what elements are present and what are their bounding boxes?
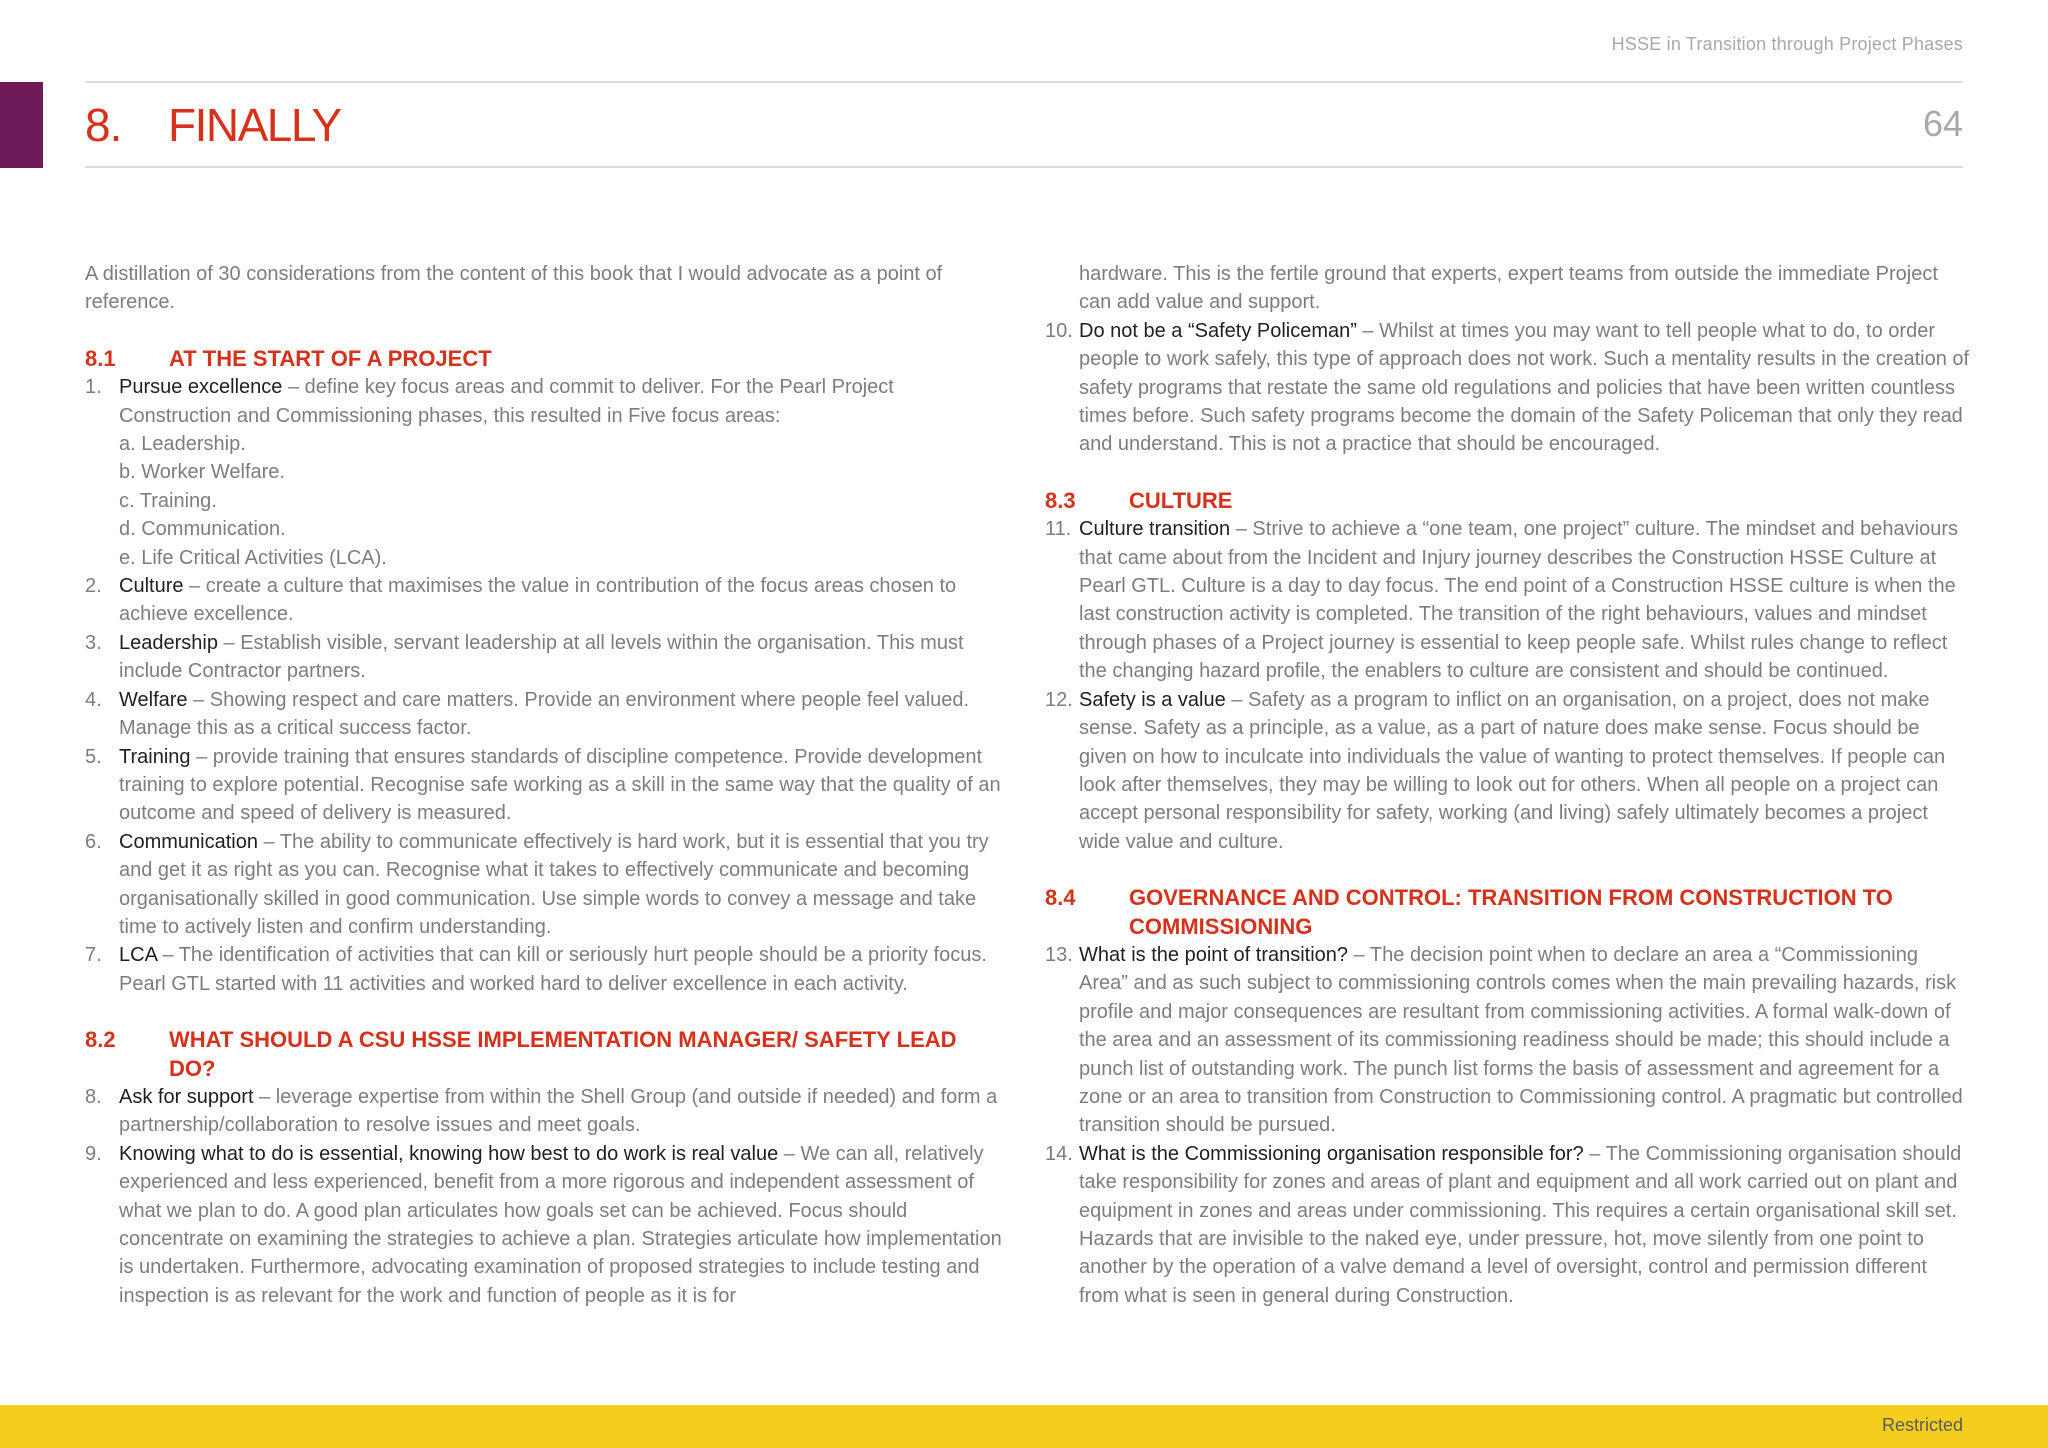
- list-item-8: [85, 1083, 1005, 1140]
- item-number: 2.: [85, 575, 102, 598]
- item-text: – create a culture that maximises the value in contribution of the focus areas chosen to achieve excellence.: [119, 575, 957, 626]
- section-heading-8-4: [1045, 884, 1970, 941]
- header-divider: [85, 81, 1963, 83]
- item-number: 7.: [85, 944, 102, 967]
- section-title: WHAT SHOULD A CSU HSSE IMPLEMENTATION MANAGER/ SAFETY LEAD DO?: [169, 1027, 957, 1081]
- item-text: – The identification of activities that can kill or seriously hurt people should be a priority focus. Pearl GTL started with 11 activities and worked hard to deliver excellence in each activity.: [119, 944, 987, 995]
- page-number: 64: [1922, 103, 1963, 144]
- section-number: 8.1: [85, 345, 116, 371]
- item-keyword: Pursue excellence: [119, 376, 283, 399]
- footer-bar: [0, 1405, 2048, 1448]
- item-text: – Whilst at times you may want to tell people what to do, to order people to work safely, this type of approach does not work. Such a mentality results in the creation of safety programs that restate the same old regulations and policies that have been written countless times before. Such safety programs become the domain of the Safety Policeman that only they read and understand. This is not a practice that should be encouraged.: [1079, 319, 1970, 456]
- list-item-11: [1045, 515, 1970, 685]
- sub-item: c. Training.: [119, 489, 217, 512]
- section-number: 8.3: [1045, 487, 1076, 513]
- list-item-4: [85, 686, 1005, 743]
- section-number: 8.4: [1045, 885, 1076, 911]
- sub-item: a. Leadership.: [119, 433, 246, 456]
- section-title: CULTURE: [1129, 487, 1233, 513]
- document-title: HSSE in Transition through Project Phases: [1611, 34, 1963, 54]
- item-keyword: Culture: [119, 575, 184, 598]
- sub-item: b. Worker Welfare.: [119, 461, 285, 484]
- list-item-10: [1045, 317, 1970, 459]
- item-number: 11.: [1045, 518, 1072, 541]
- list-item-5: [85, 743, 1005, 828]
- item-number: 8.: [85, 1085, 102, 1108]
- item-text: – Strive to achieve a “one team, one project” culture. The mindset and behaviours that came about from the Incident and Injury journey describes the Construction HSSE Culture at Pearl GTL. Culture is a day to day focus. The end point of a Construction HSSE culture is when the last construction activity is completed. The transition of the right behaviours, values and mindset through phases of a Project journey is essential to keep people safe. Whilst rules change to reflect the changing hazard profile, the enablers to culture are consistent and should be continued.: [1079, 518, 1958, 683]
- intro-paragraph: A distillation of 30 considerations from the content of this book that I would advocate as a point of reference.: [85, 263, 943, 314]
- item-text: – The ability to communicate effectively is hard work, but it is essential that you try and get it as right as you can. Recognise what it takes to effectively communicate and becoming organisationally skilled in good communication. Use simple words to convey a message and take time to actively listen and confirm understanding.: [119, 830, 989, 938]
- list-item-13: [1045, 941, 1970, 1140]
- item-keyword: Ask for support: [119, 1085, 254, 1108]
- item-text: – Safety as a program to inflict on an organisation, on a project, does not make sense. Safety as a principle, as a value, as a part of nature does make sense. Focus should be given on how to inculcate into individuals the value of wanting to protect themselves. If people can look after themselves, they may be willing to look out for others. When all people on a project can accept personal responsibility for safety, working (and living) safely ultimately becomes a project wide value and culture.: [1079, 688, 1946, 853]
- item-text: – The Commissioning organisation should take responsibility for zones and areas of plant and equipment and all work carried out on plant and equipment in zones and areas under commissioning. This requires a certain organisational skill set. Hazards that are invisible to the naked eye, under pressure, hot, move silently from one point to another by the operation of a valve demand a level of oversight, control and permission different from what is seen in general during Construction.: [1079, 1142, 1962, 1307]
- item-number: 5.: [85, 745, 102, 768]
- item-number: 3.: [85, 631, 102, 654]
- section-heading-8-3: [1045, 487, 1970, 515]
- section-heading-8-1: [85, 345, 1005, 373]
- item-text: – provide training that ensures standards of discipline competence. Provide development training to explore potential. Recognise safe working as a skill in the same way that the quality of an outcome and speed of delivery is measured.: [119, 745, 1001, 825]
- item-number: 10.: [1045, 319, 1073, 342]
- left-column: [85, 260, 1005, 1310]
- sub-item: d. Communication.: [119, 518, 286, 541]
- item-text: – We can all, relatively experienced and less experienced, benefit from a more rigorous and independent assessment of what we plan to do. A good plan articulates how goals set can be achieved. Focus should concentrate on examining the strategies to achieve a plan. Strategies articulate how implementation is undertaken. Furthermore, advocating examination of proposed strategies to include testing and inspection is as relevant for the work and function of people as it is for: [119, 1142, 1002, 1307]
- right-column: [1045, 260, 1970, 1310]
- item-keyword: LCA: [119, 944, 157, 967]
- item-text: – Establish visible, servant leadership at all levels within the organisation. This must include Contractor partners.: [119, 631, 964, 683]
- section-number: 8.2: [85, 1027, 116, 1053]
- list-item-2: [85, 572, 1005, 629]
- chapter-number: 8.: [85, 99, 122, 151]
- item-number: 9.: [85, 1142, 102, 1165]
- sub-list: [119, 430, 1005, 572]
- item-keyword: Training: [119, 745, 191, 768]
- chapter-title: FINALLY: [168, 99, 341, 151]
- item-keyword: What is the point of transition?: [1079, 943, 1349, 966]
- item-keyword: Communication: [119, 830, 258, 853]
- item-text: – Showing respect and care matters. Provide an environment where people feel valued. Manage this as a critical success factor.: [119, 688, 970, 740]
- item-text: – The decision point when to declare an area a “Commissioning Area” and as such subject to commissioning controls comes when the main prevailing hazards, risk profile and major consequences are resultant from commissioning activities. A formal walk-down of the area and an assessment of its commissioning readiness should be made; this should include a punch list of outstanding work. The punch list forms the basis of assessment and agreement for a zone or an area to transition from Construction to Commissioning control. A pragmatic but controlled transition should be pursued.: [1079, 943, 1963, 1137]
- item-number: 12.: [1045, 688, 1073, 711]
- item-number: 6.: [85, 830, 102, 853]
- item-keyword: Knowing what to do is essential, knowing how best to do work is real value: [119, 1142, 779, 1165]
- item-number: 13.: [1045, 943, 1073, 966]
- item-number: 14.: [1045, 1142, 1073, 1165]
- item-keyword: Leadership: [119, 631, 218, 654]
- list-item-9-continued: hardware. This is the fertile ground that experts, expert teams from outside the immediate Project can add value and support.: [1079, 263, 1938, 314]
- chapter-accent-bar: [0, 82, 43, 168]
- item-text: – define key focus areas and commit to deliver. For the Pearl Project Construction and Commissioning phases, this resulted in Five focus areas:: [119, 376, 894, 427]
- item-keyword: What is the Commissioning organisation responsible for?: [1079, 1142, 1584, 1165]
- list-item-6: [85, 828, 1005, 942]
- item-keyword: Culture transition: [1079, 518, 1231, 541]
- sub-item: e. Life Critical Activities (LCA).: [119, 546, 387, 569]
- list-item-3: [85, 629, 1005, 686]
- section-title: AT THE START OF A PROJECT: [169, 345, 492, 371]
- item-keyword: Welfare: [119, 688, 188, 711]
- item-keyword: Do not be a “Safety Policeman”: [1079, 319, 1357, 342]
- item-number: 1.: [85, 376, 102, 399]
- section-title: GOVERNANCE AND CONTROL: TRANSITION FROM CONSTRUCTION TO COMMISSIONING: [1129, 885, 1893, 939]
- list-item-9: [85, 1140, 1005, 1310]
- list-item-1: [85, 373, 1005, 572]
- list-item-14: [1045, 1140, 1970, 1310]
- item-number: 4.: [85, 688, 102, 711]
- list-item-12: [1045, 686, 1970, 856]
- item-keyword: Safety is a value: [1079, 688, 1226, 711]
- section-heading-8-2: [85, 1026, 1005, 1083]
- list-item-7: [85, 941, 1005, 998]
- title-divider: [85, 166, 1963, 168]
- classification-label: Restricted: [1881, 1415, 1963, 1435]
- item-text: – leverage expertise from within the Shell Group (and outside if needed) and form a partnership/collaboration to resolve issues and meet goals.: [119, 1085, 998, 1137]
